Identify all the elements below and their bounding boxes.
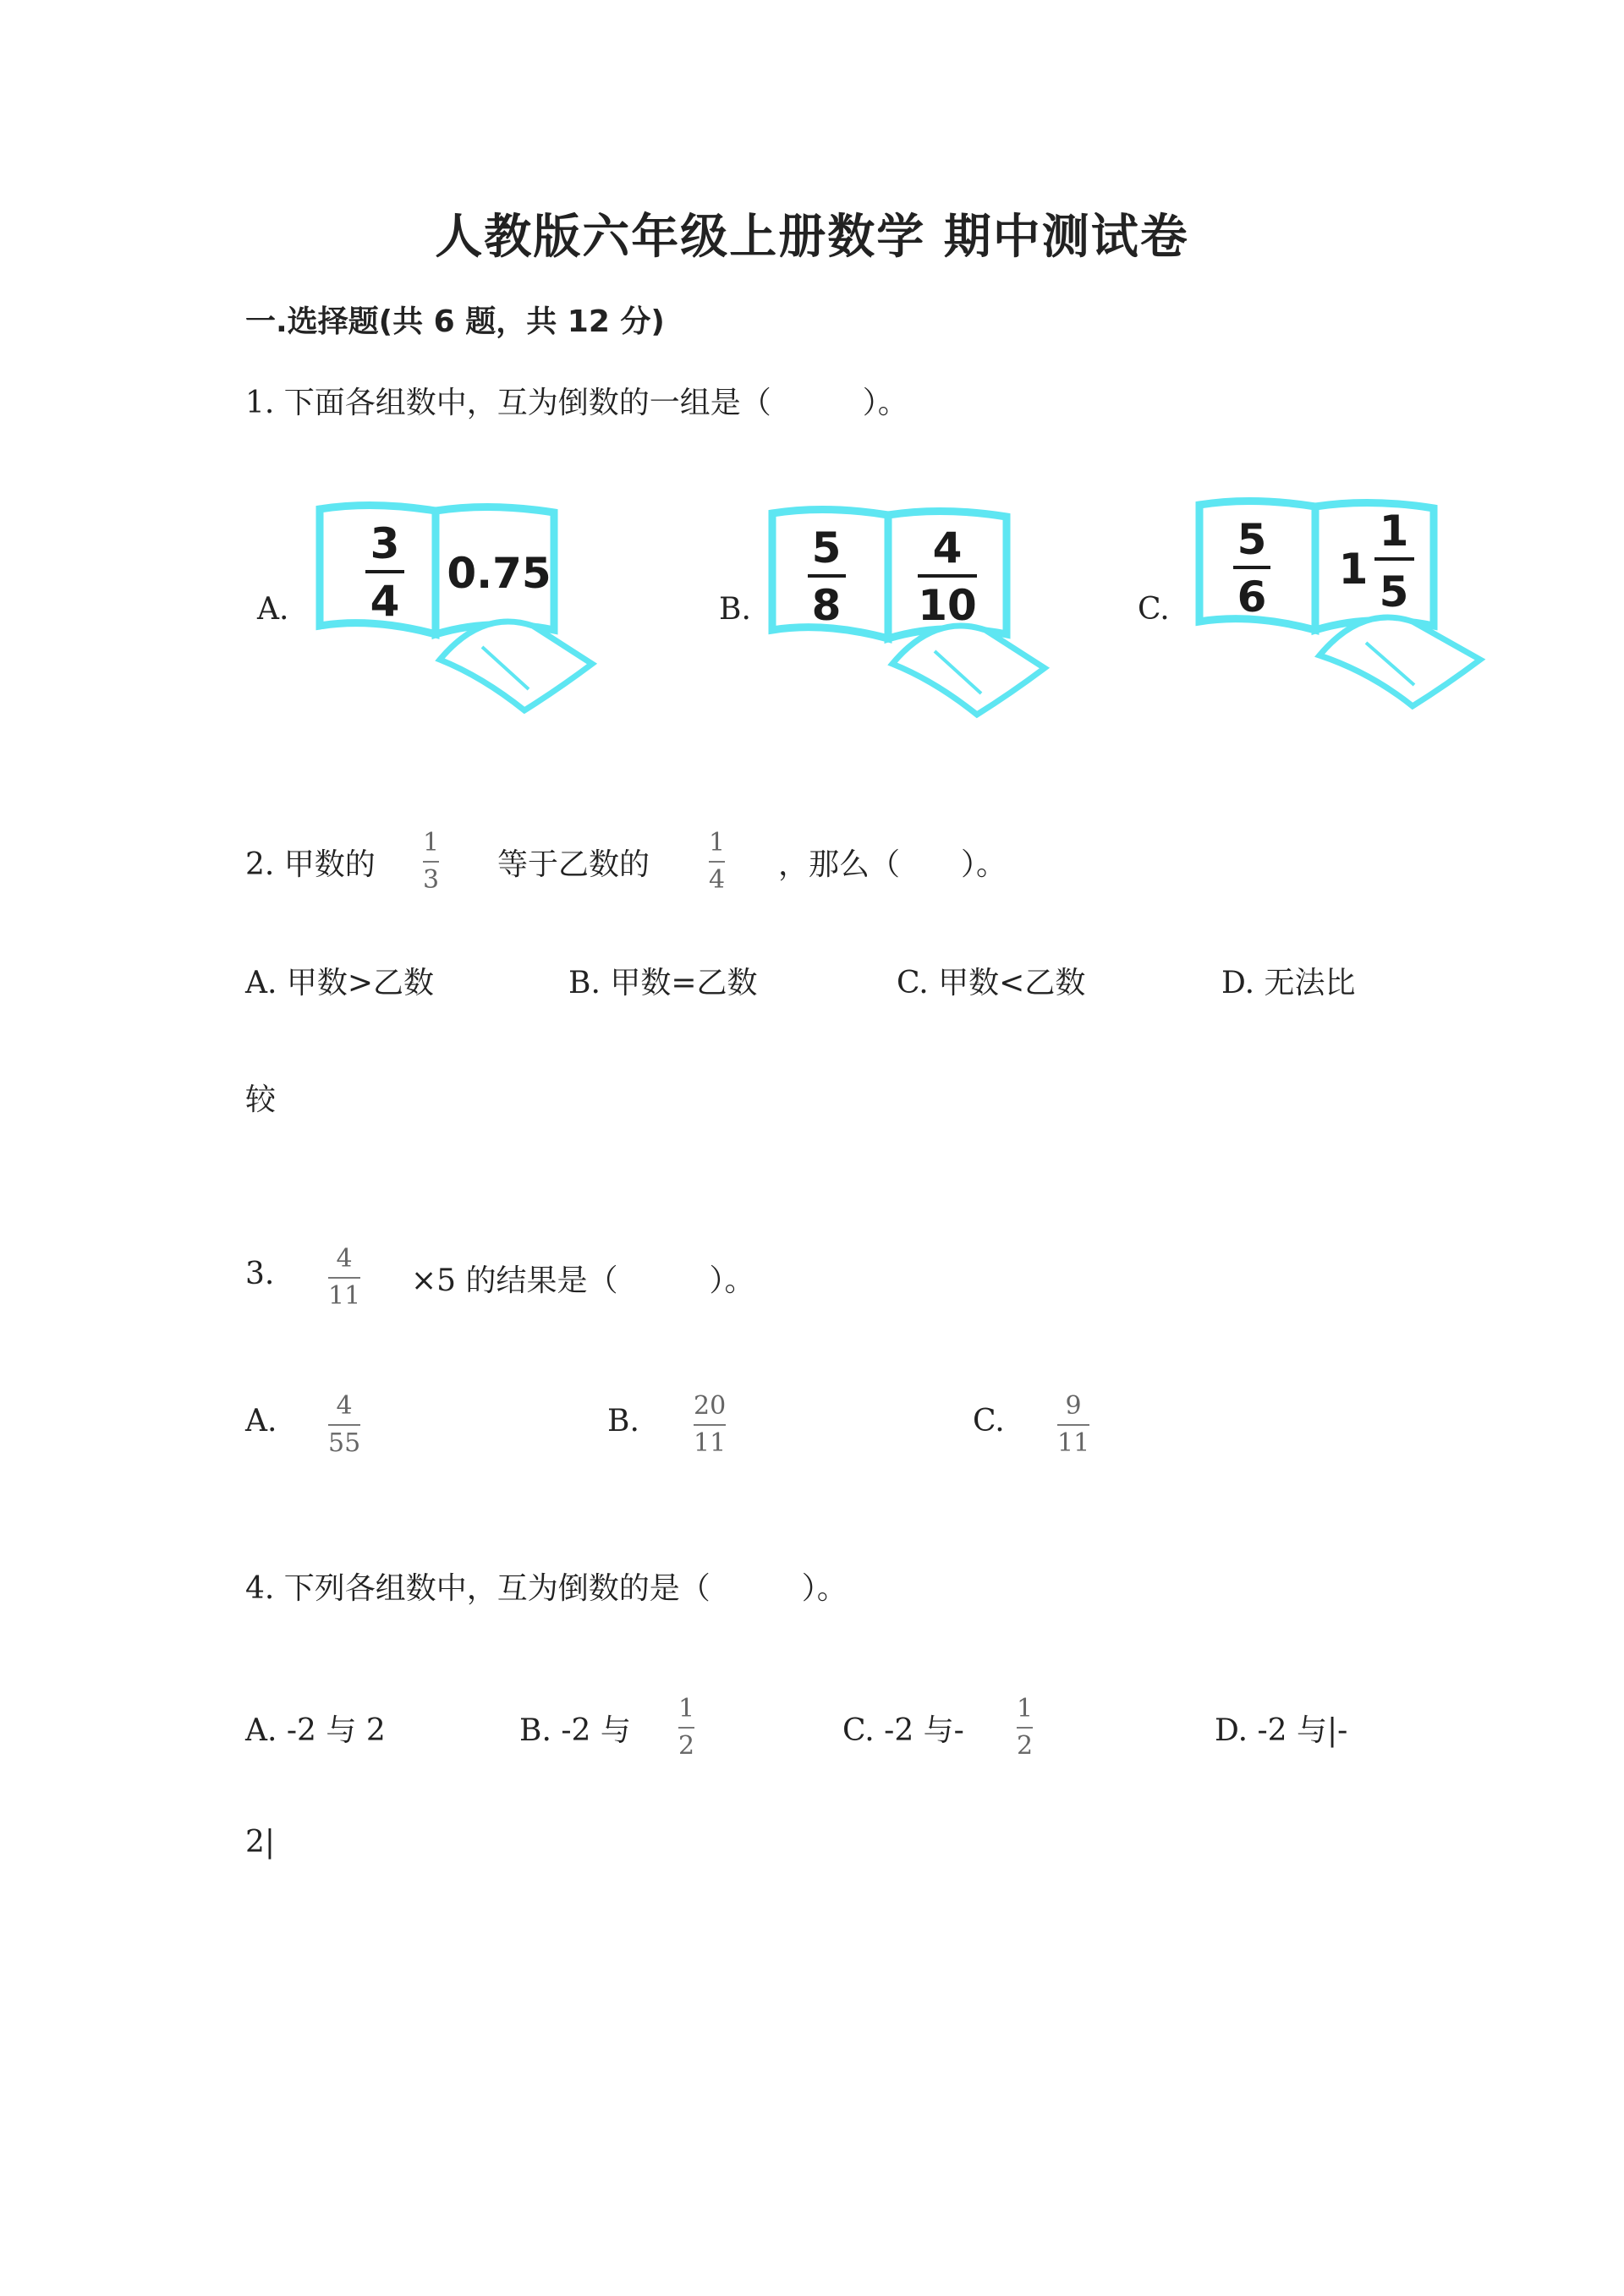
q4-b-num: 1 <box>678 1694 695 1723</box>
page-title: 人教版六年级上册数学 期中测试卷 <box>435 210 1189 265</box>
q3-option-a-fraction <box>328 1391 361 1458</box>
question-2-stem-b: 等于乙数的 <box>497 847 650 882</box>
q1-c-left-num: 5 <box>1237 515 1267 564</box>
q4-option-a: A. -2 与 2 <box>245 1713 386 1748</box>
q2-frac1-den: 3 <box>423 865 440 895</box>
question-4-stem: 4. 下列各组数中，互为倒数的是（ ）。 <box>245 1571 848 1606</box>
q1-a-left-num: 3 <box>370 519 400 568</box>
question-3-stem: ×5 的结果是（ ）。 <box>411 1263 755 1298</box>
q1-option-a-label: A. <box>257 592 289 627</box>
q3-frac-den: 11 <box>328 1281 361 1311</box>
q2-option-d-continued: 较 <box>245 1082 277 1117</box>
q2-frac1-num: 1 <box>423 828 440 858</box>
q3-option-b-label: B. <box>607 1404 639 1438</box>
q2-option-c: C. 甲数<乙数 <box>897 966 1086 1000</box>
q3-option-a-label: A. <box>245 1404 277 1438</box>
q1-b-right-den: 10 <box>918 581 977 630</box>
question-2-stem-c: ，那么（ ）。 <box>778 847 1007 882</box>
question-3-number: 3. <box>245 1257 275 1291</box>
q4-option-d: D. -2 与|- <box>1215 1713 1348 1748</box>
q3-a-num: 4 <box>336 1391 353 1421</box>
q3-a-den: 55 <box>328 1428 361 1458</box>
q1-a-left-den: 4 <box>370 577 400 626</box>
q1-option-c-book-image <box>1193 495 1489 715</box>
q4-option-d-continued: 2| <box>245 1825 276 1860</box>
q3-c-den: 11 <box>1057 1428 1090 1458</box>
q2-frac2-num: 1 <box>709 828 726 858</box>
q3-option-c-fraction <box>1057 1391 1090 1458</box>
q1-c-right-num: 1 <box>1379 507 1409 556</box>
q4-c-num: 1 <box>1017 1694 1034 1723</box>
q1-c-right-den: 5 <box>1379 567 1409 616</box>
q4-option-b: B. -2 与 <box>519 1713 631 1748</box>
q3-frac-num: 4 <box>336 1244 353 1274</box>
q3-b-num: 20 <box>694 1391 727 1421</box>
q1-option-a-book-image <box>313 499 601 719</box>
q1-option-b-label: B. <box>719 592 751 627</box>
q4-option-b-fraction <box>678 1696 694 1759</box>
q1-c-left-den: 6 <box>1237 573 1267 622</box>
q2-option-a: A. 甲数>乙数 <box>245 966 435 1000</box>
q2-option-b: B. 甲数=乙数 <box>568 966 758 1000</box>
question-2-stem-a: 2. 甲数的 <box>245 847 376 882</box>
q3-c-num: 9 <box>1065 1391 1082 1421</box>
q4-c-den: 2 <box>1017 1731 1034 1761</box>
q2-frac2-den: 4 <box>709 865 726 895</box>
q3-b-den: 11 <box>694 1428 727 1458</box>
q1-option-c-label: C. <box>1138 592 1170 627</box>
q1-b-right-num: 4 <box>932 523 963 573</box>
q4-option-c-fraction <box>1017 1696 1033 1759</box>
q1-b-left-num: 5 <box>811 523 842 573</box>
q1-a-right: 0.75 <box>447 549 551 598</box>
q4-b-den: 2 <box>678 1731 695 1761</box>
section-heading: 一.选择题(共 6 题，共 12 分) <box>245 304 665 339</box>
q1-b-left-den: 8 <box>811 581 842 630</box>
q3-fraction <box>328 1244 361 1311</box>
q2-fraction-2 <box>709 830 725 893</box>
q4-option-c: C. -2 与- <box>842 1713 964 1748</box>
q3-option-b-fraction <box>694 1391 727 1458</box>
q1-c-right-whole: 1 <box>1338 545 1369 594</box>
q2-fraction-1 <box>423 830 439 893</box>
q2-option-d: D. 无法比 <box>1221 966 1356 1000</box>
question-1-stem: 1. 下面各组数中，互为倒数的一组是（ ）。 <box>245 386 908 420</box>
q1-option-b-book-image <box>765 503 1053 723</box>
q3-option-c-label: C. <box>973 1404 1005 1438</box>
